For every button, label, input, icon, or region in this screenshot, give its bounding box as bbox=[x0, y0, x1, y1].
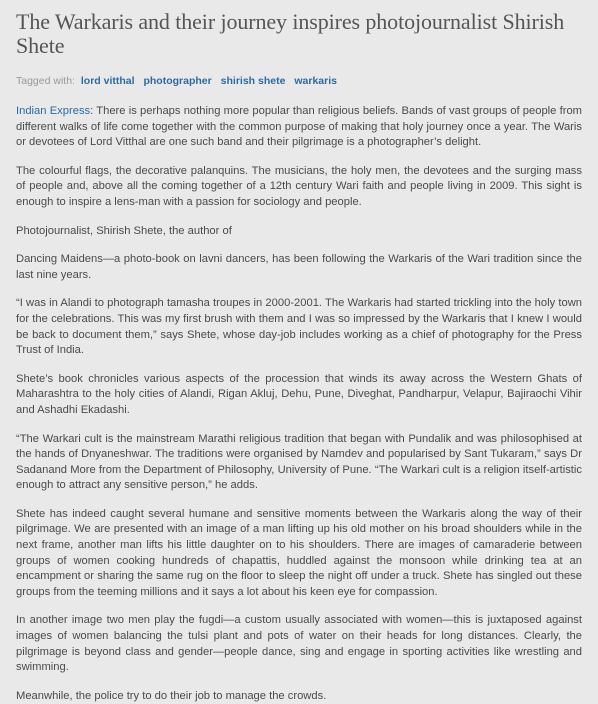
paragraph: Photojournalist, Shirish Shete, the author of bbox=[16, 224, 232, 237]
paragraph: Shete has indeed caught several humane and sensitive moments between the Warkaris along the way of their pilgrimage. We are presented with an image of a man lifting up his old mother on his broad shoulders while in the next frame, another man lifts his little daughter on to his shoulders. There are images of camaraderie between groups of women cooking hundreds of chapattis, huddled against the monsoon while drinking tea at an encampment or sharing the same rug on the floor to sleep the night off under a truck. Shete has singled out these groups from the teeming millions and it says a lot about his keen eye for compassion. bbox=[16, 507, 582, 598]
intro-paragraph bbox=[16, 104, 582, 151]
tag-shirish-shete[interactable]: shirish shete bbox=[220, 75, 286, 87]
tag-photographer[interactable]: photographer bbox=[143, 75, 212, 87]
paragraph: “The Warkari cult is the mainstream Marathi religious tradition that began with Pundalik and was philosophised at the hands of Dnyaneshwar. The traditions were organised by Namdev and popularised by Sant Tukaram,” says Dr Sadanand More from the Department of Philosophy, University of Pune. “The Warkari cult is a religion itself-artistic enough to attract any sensitive person,” he adds. bbox=[16, 432, 582, 492]
paragraph: In another image two men play the fugdi—a custom usually associated with women—this is juxtaposed against images of women balancing the tulsi plant and pots of water on their heads for long distances. Clearly, the pilgrimage is beyond class and gender—people dance, sing and engage in sporting activities like wrestling and swimming. bbox=[16, 614, 582, 674]
tag-list bbox=[16, 74, 582, 88]
paragraph: Dancing Maidens—a photo-book on lavni dancers, has been following the Warkaris of the Wari tradition since the last nine years. bbox=[16, 253, 582, 281]
tag-warkaris[interactable]: warkaris bbox=[294, 75, 337, 87]
paragraph: “I was in Alandi to photograph tamasha troupes in 2000-2001. The Warkaris had started trickling into the holy town for the celebrations. This was my first brush with them and I was so impressed by the Warkaris that I knew I would be back to document them,” says Shete, whose day-job includes working as a chief of photography for the Press Trust of India. bbox=[16, 297, 582, 357]
article-body bbox=[16, 104, 582, 704]
tag-lord-vitthal[interactable]: lord vitthal bbox=[80, 75, 135, 87]
tagged-with-label: Tagged with: bbox=[16, 75, 75, 87]
source-link-indian-express[interactable]: Indian Express bbox=[16, 105, 91, 117]
paragraph: Meanwhile, the police try to do their job to manage the crowds. bbox=[16, 689, 327, 702]
paragraph: The colourful flags, the decorative palanquins. The musicians, the holy men, the devotees and the surging mass of people and, above all the coming together of a 12th century Wari faith and people living in 2009. This sight is enough to inspire a lens-man with a passion for sociology and people. bbox=[16, 164, 582, 208]
paragraph: Shete’s book chronicles various aspects of the procession that winds its away across the Western Ghats of Maharashtra to the holy cities of Alandi, Rigan Akluj, Dehu, Pune, Diveghat, Pandharpur, Velapur, Bajiraochi Vihir and Ashadhi Ekadashi. bbox=[16, 372, 582, 416]
article-title: The Warkaris and their journey inspires photojournalist Shirish Shete bbox=[16, 9, 565, 58]
intro-text: : There is perhaps nothing more popular than religious beliefs. Bands of vast groups of people from different walks of life come together with the common purpose of making that holy journey once a year. The Waris or devotees of Lord Vitthal are one such band and their pilgrimage is a photographer’s delight. bbox=[16, 105, 582, 149]
